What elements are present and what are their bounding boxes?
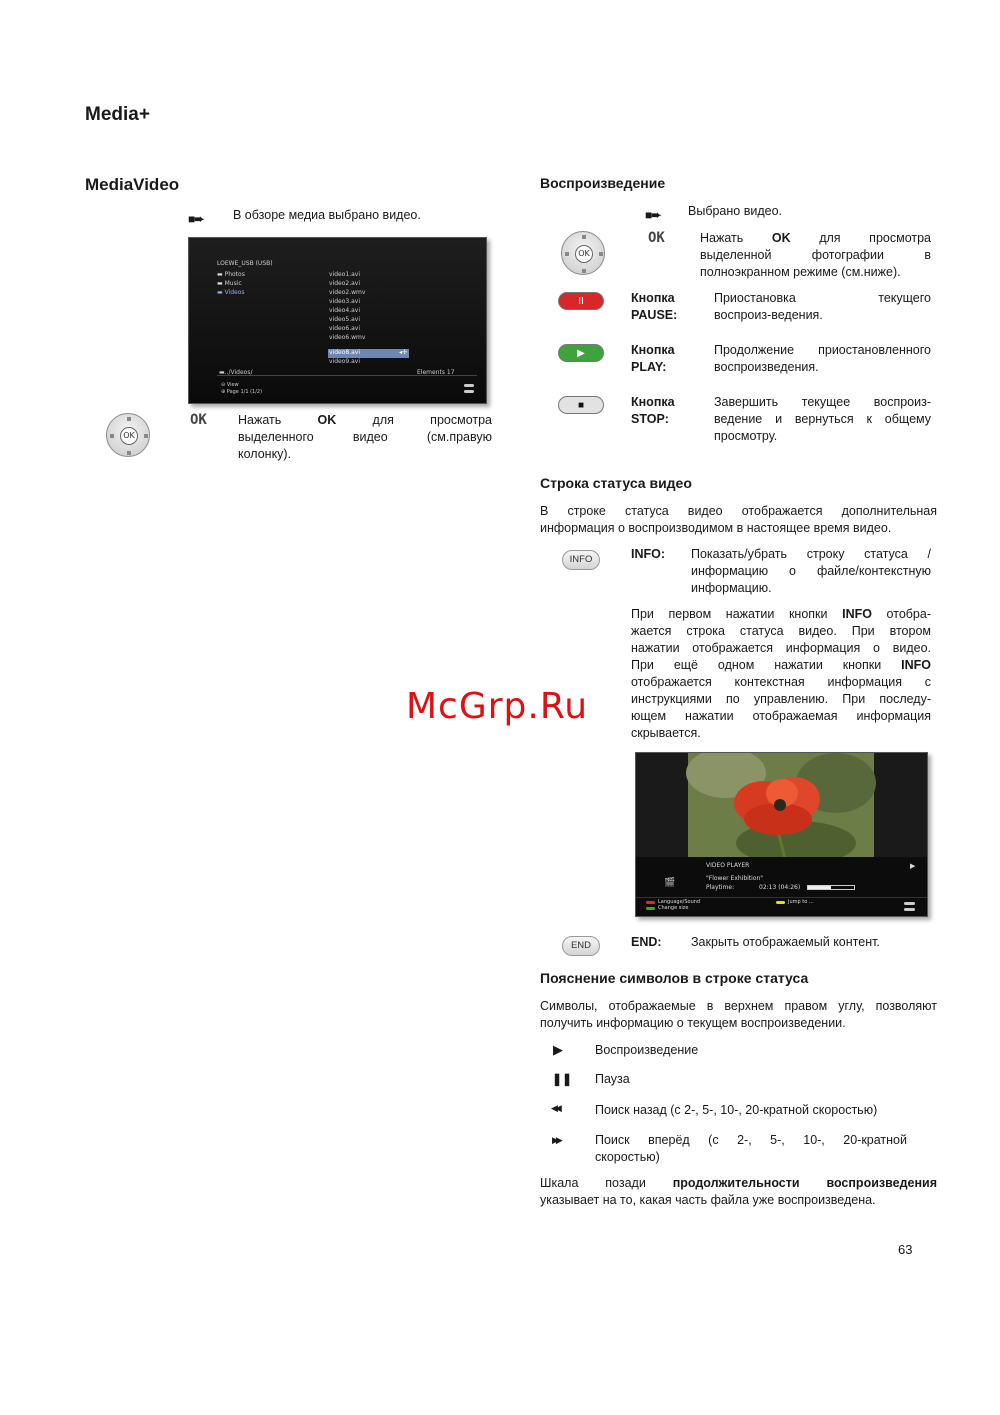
folder-icon: ▬	[219, 369, 225, 376]
info-long-5: отображается контекстная информация с	[631, 675, 931, 689]
rewind-symbol-icon: ◀◀	[551, 1103, 559, 1113]
info-desc-1: Показать/убрать строку статуса /	[691, 547, 931, 561]
file-item: video3.avi	[329, 298, 361, 305]
file-item: video1.avi	[329, 271, 361, 278]
ok-desc-line2: выделенной фотографии в	[700, 248, 931, 262]
elements-count: Elements 17	[417, 369, 455, 376]
green-key-icon	[646, 907, 655, 910]
pointer-arrow-icon: ■➨	[188, 212, 204, 226]
status-p1: В строке статуса видео отображается дополнительная	[540, 504, 937, 518]
end-desc: Закрыть отображаемый контент.	[691, 935, 880, 949]
pause-desc-2: воспроиз-ведения.	[714, 308, 823, 322]
footer-page: ⊕ Page 1/1 (1/2)	[221, 389, 263, 395]
stop-label-2: STOP:	[631, 412, 669, 426]
intro-text: В обзоре медиа выбрано видео.	[233, 208, 421, 222]
play-label-2: PLAY:	[631, 360, 667, 374]
file-item: video2.avi	[329, 280, 361, 287]
play-state-icon: ▶	[910, 862, 916, 870]
end-label: END:	[631, 935, 662, 949]
symbol-rewind-text: Поиск назад (с 2-, 5-, 10-, 20-кратной скоростью)	[595, 1103, 878, 1117]
stop-icon: ■	[577, 400, 585, 411]
ok-nav-button[interactable]	[106, 413, 150, 457]
ok-desc-line3: колонку).	[238, 447, 292, 461]
pause-icon: II	[578, 296, 584, 307]
player-title: VIDEO PLAYER	[706, 862, 750, 869]
yellow-key-icon	[776, 901, 785, 904]
stop-desc-2: ведение и вернуться к общему	[714, 412, 931, 426]
play-label-1: Кнопка	[631, 343, 675, 357]
info-long-2: жается строка статуса видео. При втором	[631, 624, 931, 638]
stop-desc-3: просмотру.	[714, 429, 778, 443]
poppy-image	[636, 753, 928, 863]
status-title: Строка статуса видео	[540, 475, 692, 491]
info-long-8: скрывается.	[631, 726, 701, 740]
stop-label-1: Кнопка	[631, 395, 675, 409]
play-button[interactable]	[558, 344, 604, 362]
progress-fill	[808, 886, 831, 889]
legend-1: Language/Sound	[658, 899, 701, 905]
info-button[interactable]: INFO	[562, 550, 600, 570]
bar-p2: указывает на то, какая часть файла уже воспроизведена.	[540, 1193, 876, 1207]
pause-label-2: PAUSE:	[631, 308, 678, 322]
video-player-screenshot	[635, 752, 928, 917]
ok-desc-line1: Нажать OK для просмотра	[238, 413, 492, 427]
clapper-icon: 🎬	[664, 878, 676, 888]
file-item: video5.avi	[329, 316, 361, 323]
ok-label: OK	[648, 230, 665, 246]
info-desc-3: информацию.	[691, 581, 772, 595]
status-p2: информация о воспроизводимом в настоящее время видео.	[540, 521, 892, 535]
pause-symbol-icon: ❚❚	[552, 1072, 573, 1086]
legend-3: Jump to ...	[788, 899, 814, 905]
current-path: ▬../Videos/	[219, 369, 253, 376]
folder-item: ▬ Videos	[217, 289, 245, 296]
button-icon	[464, 384, 474, 387]
info-long-7: ющем нажатии отображаемая информация	[631, 709, 931, 723]
folder-icon: ▬	[217, 271, 223, 278]
symbol-play-text: Воспроизведение	[595, 1043, 699, 1057]
pointer-arrow-icon: ■➨	[645, 208, 661, 222]
red-key-icon	[646, 901, 655, 904]
play-symbol-icon: ▶	[553, 1042, 563, 1057]
folder-item: ▬ Music	[217, 280, 242, 287]
playtime-value: 02:13 (04:26)	[759, 884, 801, 891]
file-item: video2.wmv	[329, 289, 366, 296]
button-icon	[464, 390, 474, 393]
playtime-label: Playtime:	[706, 884, 735, 891]
symbols-p2: получить информацию о текущем воспроизведении.	[540, 1016, 846, 1030]
play-icon: ▶	[577, 348, 585, 359]
player-file: "Flower Exhibition"	[706, 875, 764, 882]
folder-icon: ▬	[217, 289, 223, 296]
symbol-pause-text: Пауза	[595, 1072, 630, 1086]
info-long-4: При ещё одном нажатии кнопки INFO	[631, 658, 931, 672]
play-desc-1: Продолжение приостановленного	[714, 343, 931, 357]
folder-icon: ▬	[217, 280, 223, 287]
symbols-title: Пояснение символов в строке статуса	[540, 970, 809, 986]
info-label: INFO:	[631, 547, 666, 561]
ok-desc-line1: Нажать OK для просмотра	[700, 231, 931, 245]
ok-label: OK	[190, 412, 207, 428]
end-button[interactable]: END	[562, 936, 600, 956]
ok-desc-line3: полноэкранном режиме (см.ниже).	[700, 265, 901, 279]
button-icon	[904, 902, 915, 905]
file-item: video6.avi	[329, 325, 361, 332]
play-desc-2: воспроизведения.	[714, 360, 819, 374]
file-item: video6.wmv	[329, 334, 366, 341]
selected-text: Выбрано видео.	[688, 204, 783, 218]
file-item: video9.avi	[329, 358, 361, 365]
pause-button[interactable]	[558, 292, 604, 310]
browser-path-header: LOEWE_USB (USB)	[217, 260, 273, 267]
pause-label-1: Кнопка	[631, 291, 675, 305]
watermark: McGrp.Ru	[406, 686, 589, 727]
symbol-forward-text: Поиск вперёд (с 2-, 5-, 10-, 20-кратной	[595, 1133, 907, 1147]
ok-icon: OK	[575, 245, 593, 263]
page-number: 63	[898, 1242, 913, 1257]
button-icon	[904, 908, 915, 911]
media-browser-screenshot	[188, 237, 487, 404]
bar-p1: Шкала позади продолжительности воспроизведения	[540, 1176, 937, 1190]
footer-view: ⊖ View	[221, 382, 239, 388]
symbol-forward-text-2: скоростью)	[595, 1150, 660, 1164]
legend-2: Change size	[658, 905, 689, 911]
symbols-p1: Символы, отображаемые в верхнем правом углу, позволяют	[540, 999, 937, 1013]
file-item: video4.avi	[329, 307, 361, 314]
ok-icon: OK	[120, 427, 138, 445]
pause-desc-1: Приостановка текущего	[714, 291, 931, 305]
info-long-6: инструкциями по управлению. При последу-	[631, 692, 931, 706]
file-item-selected: video8.avi ◂✣	[329, 349, 407, 356]
dpad-icon: ◂✣	[398, 349, 407, 356]
info-desc-2: информацию о файле/контекстную	[691, 564, 931, 578]
section-title: MediaVideo	[85, 175, 180, 194]
stop-desc-1: Завершить текущее воспроиз-	[714, 395, 931, 409]
ok-desc-line2: выделенного видео (см.правую	[238, 430, 492, 444]
ok-nav-button[interactable]	[561, 231, 605, 275]
playback-title: Воспроизведение	[540, 175, 666, 191]
info-long-3: нажатии отображается информация о видео.	[631, 641, 931, 655]
chapter-title: Media+	[85, 104, 150, 125]
progress-bar	[807, 885, 855, 890]
info-long-1: При первом нажатии кнопки INFO отобра-	[631, 607, 931, 621]
forward-symbol-icon: ▶▶	[552, 1135, 560, 1145]
stop-button[interactable]	[558, 396, 604, 414]
folder-item: ▬ Photos	[217, 271, 245, 278]
